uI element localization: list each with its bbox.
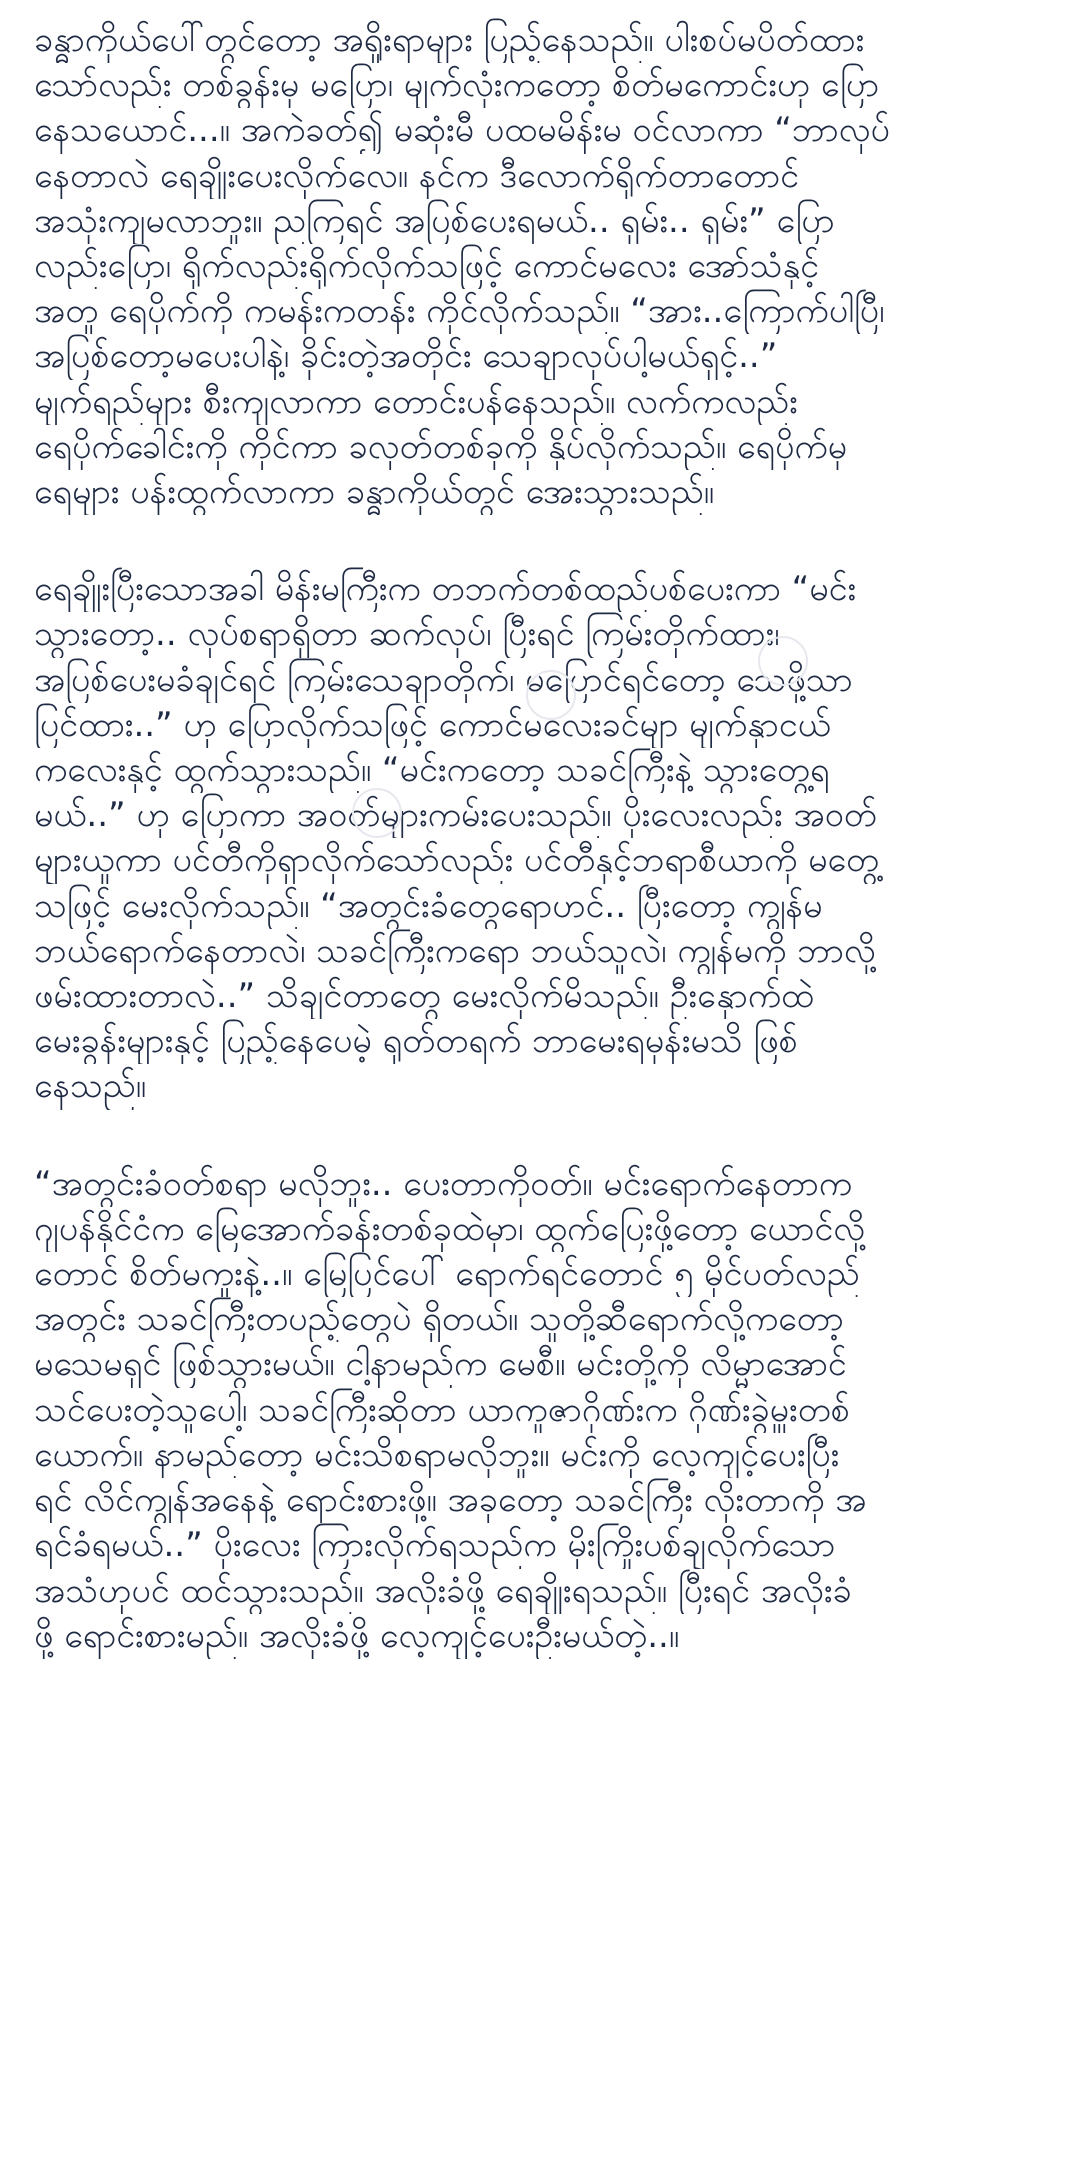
text-line: ဘယ်ရောက်နေတာလဲ၊ သခင်ကြီးကရော ဘယ်သူလဲ၊ ကျွန်မကို ဘာလို့ [34,930,876,971]
text-line: ရင် လိင်ကျွန်အနေနဲ့ ရောင်းစားဖို့။ အခုတော့ သခင်ကြီး လိုးတာကို အ [34,1480,867,1521]
text-line: အတူ ရေပိုက်ကို ကမန်းကတန်း ကိုင်လိုက်သည်။ “အား..ကြောက်ပါပြီ၊ [34,291,885,332]
paragraph-gap [34,515,1046,567]
text-line: သော်လည်း တစ်ခွန်းမှ မပြော၊ မျက်လုံးကတော့ စိတ်မကောင်းဟု ပြော [34,65,880,106]
text-line: ယောက်။ နာမည်တော့ မင်းသိစရာမလိုဘူး။ မင်းကို လေ့ကျင့်ပေးပြီး [34,1434,840,1475]
text-line: များယူကာ ပင်တီကိုရှာလိုက်သော်လည်း ပင်တီနှင့်ဘရာစီယာကို မတွေ့ [34,840,880,881]
text-line: တောင် စိတ်မကူးနဲ့..။ မြေပြင်ပေါ် ရောက်ရင်တောင် ၅ မိုင်ပတ်လည် [34,1254,860,1295]
text-line: ခန္ဓာကိုယ်ပေါ်တွင်တော့ အရှိုးရာများ ပြည့်နေသည်။ ပါးစပ်မပိတ်ထား [34,20,865,60]
text-line: လည်းပြော၊ ရိုက်လည်းရိုက်လိုက်သဖြင့် ကောင်မလေး အော်သံနှင့် [34,246,819,287]
text-line: ကလေးနှင့် ထွက်သွားသည်။ “မင်းကတော့ သခင်ကြီးနဲ့ သွားတွေ့ရ [34,750,830,791]
text-line: ဖမ်းထားတာလဲ..” သိချင်တာတွေ မေးလိုက်မိသည်။ ဦးနှောက်ထဲ [34,976,814,1017]
text-line: မယ်..” ဟု ပြောကာ အဝတ်များကမ်းပေးသည်။ ပိုးလေးလည်း အဝတ် [34,795,877,836]
text-line: အတွင်း သခင်ကြီးတပည့်တွေပဲ ရှိတယ်။ သူတို့ဆီရောက်လို့ကတော့ [34,1299,844,1340]
text-line: သဖြင့် မေးလိုက်သည်။ “အတွင်းခံတွေရောဟင်.. ပြီးတော့ ကျွန်မ [34,885,823,926]
paragraph-gap [34,1110,1046,1162]
text-line: ပြင်ထား..” ဟု ပြောလိုက်သဖြင့် ကောင်မလေးခင်မျာ မျက်နှာငယ် [34,704,831,745]
text-line: အသံဟုပင် ထင်သွားသည်။ အလိုးခံဖို့ ရေချိုးရသည်။ ပြီးရင် အလိုးခံ [34,1570,852,1611]
text-line: အပြစ်တော့မပေးပါနဲ့၊ ခိုင်းတဲ့အတိုင်း သေချာလုပ်ပါ့မယ်ရှင့်..” [34,336,778,377]
text-line: နေသယောင်...။ အကဲခတ်၍ မဆုံးမီ ပထမမိန်းမ ဝင်လာကာ “ဘာလုပ် [34,110,890,151]
text-line: သွားတော့.. လုပ်စရာရှိတာ ဆက်လုပ်၊ ပြီးရင် ကြမ်းတိုက်ထား၊ [34,614,780,655]
text-line: သင်ပေးတဲ့သူပေါ့၊ သခင်ကြီးဆိုတာ ယာကူဇာဂိုဏ်းက ဂိုဏ်းခွဲမှူးတစ် [34,1389,850,1430]
paragraph-2 [34,567,1046,1109]
text-line: “အတွင်းခံဝတ်စရာ မလိုဘူး.. ပေးတာကိုဝတ်။ မင်းရောက်နေတာက [34,1163,852,1204]
text-line: ရေများ ပန်းထွက်လာကာ ခန္ဓာကိုယ်တွင် အေးသွားသည်။ [34,472,715,513]
text-line: မျက်ရည်များ စီးကျလာကာ တောင်းပန်နေသည်။ လက်ကလည်း [34,381,798,422]
text-line: ရေပိုက်ခေါင်းကို ကိုင်ကာ ခလုတ်တစ်ခုကို နှိပ်လိုက်သည်။ ရေပိုက်မှ [34,426,848,467]
text-line: ဂျပန်နိုင်ငံက မြေအောက်ခန်းတစ်ခုထဲမှာ၊ ထွက်ပြေးဖို့တော့ ယောင်လို့ [34,1208,866,1249]
paragraph-1 [34,18,1046,515]
text-line: အသုံးကျမလာဘူး။ ညကြရင် အပြစ်ပေးရမယ်.. ရှမ်း.. ရှမ်း” ပြော [34,200,835,241]
text-line: ရင်ခံရမယ်..” ပိုးလေး ကြားလိုက်ရသည်က မိုးကြိုးပစ်ချလိုက်သော [34,1525,836,1566]
text-line: ရေချိုးပြီးသောအခါ မိန်းမကြီးက တဘက်တစ်ထည်ပစ်ပေးကာ “မင်း [34,569,857,610]
text-line: နေသည်။ [34,1066,147,1107]
text-line: မေးခွန်းများနှင့် ပြည့်နေပေမဲ့ ရုတ်တရက် ဘာမေးရမှန်းမသိ ဖြစ် [34,1021,798,1062]
paragraph-3 [34,1162,1046,1659]
text-line: မသေမရှင် ဖြစ်သွားမယ်။ ငါ့နာမည်က မေစီ။ မင်းတို့ကို လိမ္မာအောင် [34,1344,847,1385]
tap-ripple-indicator [526,670,576,720]
tap-ripple-indicator [352,788,402,838]
tap-ripple-indicator [758,636,808,686]
text-line: အပြစ်ပေးမခံချင်ရင် ကြမ်းသေချာတိုက်၊ မပြောင်ရင်တော့ သေဖို့သာ [34,659,853,700]
text-line: နေတာလဲ ရေချိုးပေးလိုက်လေ။ နင်က ဒီလောက်ရိုက်တာတောင် [34,155,800,196]
text-line: ဖို့ ရောင်းစားမည်။ အလိုးခံဖို့ လေ့ကျင့်ပေးဦးမယ်တဲ့..။ [34,1615,680,1656]
